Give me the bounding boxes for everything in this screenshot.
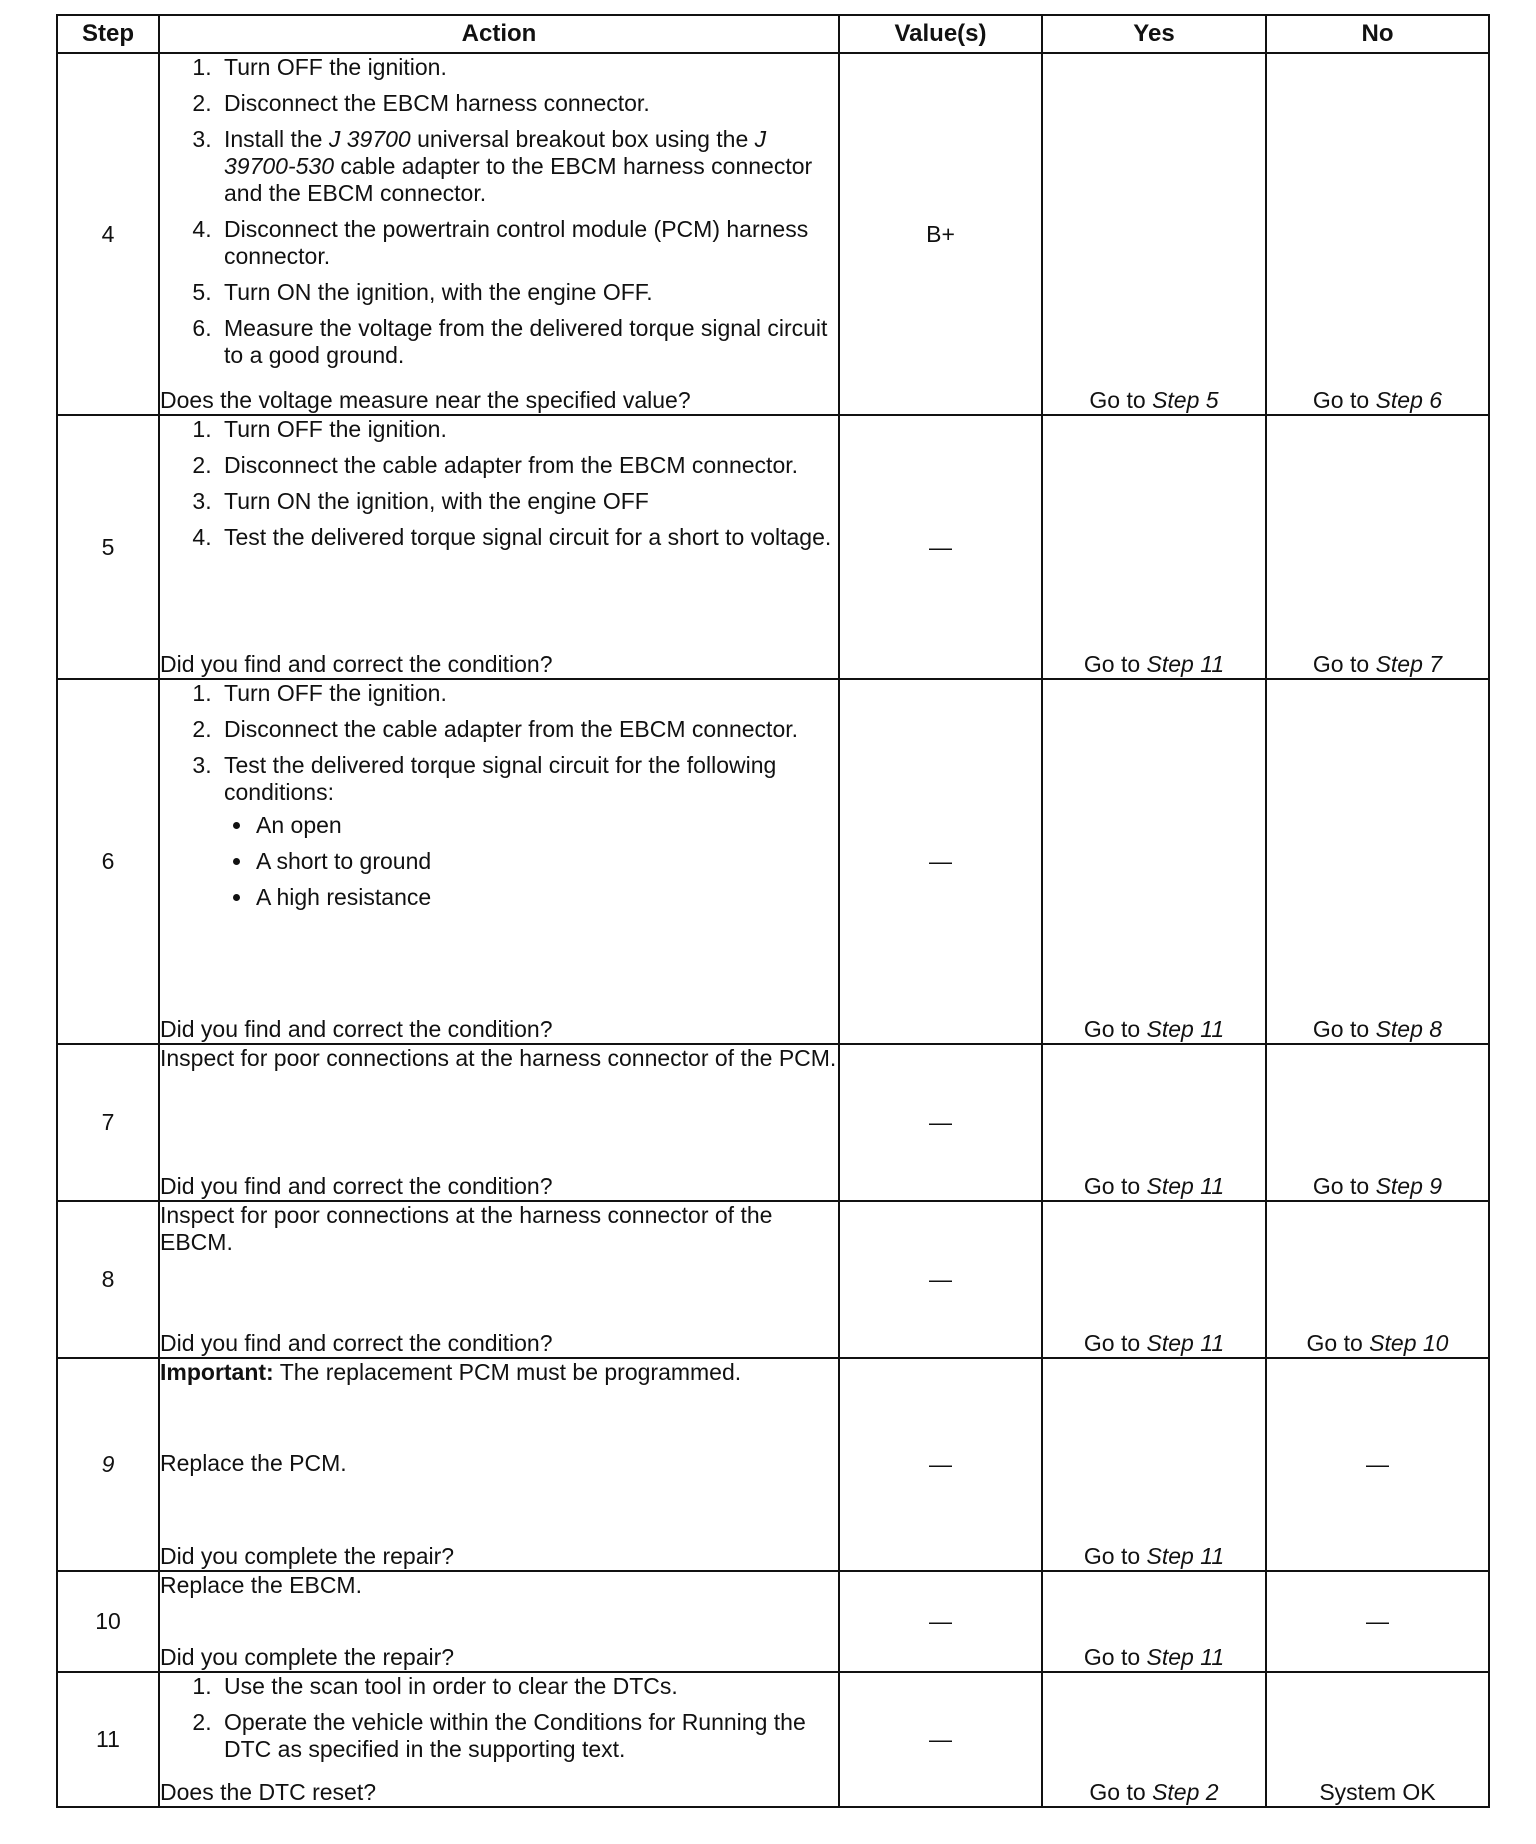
list-item: 5. Turn ON the ignition, with the engine OFF. xyxy=(218,279,838,306)
yes-cell: Go to Step 2 xyxy=(1042,1672,1266,1807)
step-number: 8 xyxy=(57,1201,159,1358)
yes-cell: Go to Step 11 xyxy=(1042,1571,1266,1672)
list-item: • A high resistance xyxy=(254,884,838,911)
step-link[interactable]: Step 8 xyxy=(1375,1016,1443,1042)
question: Did you find and correct the condition? xyxy=(160,651,553,677)
no-cell: System OK xyxy=(1266,1672,1489,1807)
question: Does the DTC reset? xyxy=(160,1779,377,1805)
header-no: No xyxy=(1266,15,1489,53)
value-cell: — xyxy=(839,1672,1042,1807)
question: Did you find and correct the condition? xyxy=(160,1016,553,1042)
no-cell: — xyxy=(1266,1571,1489,1672)
value-cell: B+ xyxy=(839,53,1042,415)
table-row xyxy=(57,1044,1489,1201)
step-number: 10 xyxy=(57,1571,159,1672)
step-link[interactable]: Step 11 xyxy=(1146,1330,1225,1356)
list-item: 1. Use the scan tool in order to clear the DTCs. xyxy=(218,1673,838,1700)
question: Did you find and correct the condition? xyxy=(160,1173,553,1199)
step-link[interactable]: Step 10 xyxy=(1369,1330,1449,1356)
action-cell xyxy=(159,1571,839,1672)
action-cell xyxy=(159,53,839,415)
value-cell: — xyxy=(839,1044,1042,1201)
table-row xyxy=(57,415,1489,679)
step-number: 9 xyxy=(57,1358,159,1571)
yes-cell: Go to Step 11 xyxy=(1042,679,1266,1044)
list-item: • An open xyxy=(254,812,838,839)
action-text: Inspect for poor connections at the harness connector of the PCM. xyxy=(160,1045,837,1071)
table-row xyxy=(57,679,1489,1044)
action-cell xyxy=(159,679,839,1044)
question: Did you complete the repair? xyxy=(160,1543,455,1569)
list-item: 2. Operate the vehicle within the Conditions for Running the DTC as specified in the supporting text. xyxy=(218,1709,838,1763)
action-list xyxy=(160,1673,838,1767)
action-text: Replace the EBCM. xyxy=(160,1572,362,1598)
value-cell: — xyxy=(839,1571,1042,1672)
action-cell xyxy=(159,1201,839,1358)
action-text: Replace the PCM. xyxy=(160,1450,347,1476)
header-step: Step xyxy=(57,15,159,53)
header-action: Action xyxy=(159,15,839,53)
action-list xyxy=(160,54,838,373)
question: Did you complete the repair? xyxy=(160,1644,455,1670)
list-item: 4. Test the delivered torque signal circuit for a short to voltage. xyxy=(218,524,838,551)
step-link[interactable]: Step 7 xyxy=(1375,651,1443,677)
no-cell: Go to Step 8 xyxy=(1266,679,1489,1044)
step-link[interactable]: Step 5 xyxy=(1152,387,1219,413)
important-label: Important: xyxy=(160,1359,274,1385)
diagnostic-table xyxy=(56,14,1490,1808)
question: Did you find and correct the condition? xyxy=(160,1330,553,1356)
list-item: 6. Measure the voltage from the delivered torque signal circuit to a good ground. xyxy=(218,315,838,369)
yes-cell: Go to Step 11 xyxy=(1042,415,1266,679)
action-cell xyxy=(159,1358,839,1571)
step-link[interactable]: Step 11 xyxy=(1146,1644,1225,1670)
action-text: Inspect for poor connections at the harness connector of the EBCM. xyxy=(160,1202,773,1255)
action-cell xyxy=(159,415,839,679)
value-cell: — xyxy=(839,679,1042,1044)
question: Does the voltage measure near the specified value? xyxy=(160,387,691,413)
list-item: 2. Disconnect the cable adapter from the EBCM connector. xyxy=(218,452,838,479)
value-cell: — xyxy=(839,1358,1042,1571)
list-item: 1. Turn OFF the ignition. xyxy=(218,416,838,443)
step-link[interactable]: Step 11 xyxy=(1146,1173,1225,1199)
step-link[interactable]: Step 11 xyxy=(1146,1016,1225,1042)
table-row xyxy=(57,1571,1489,1672)
no-cell: Go to Step 6 xyxy=(1266,53,1489,415)
action-list xyxy=(160,416,838,555)
list-item: 3. Test the delivered torque signal circuit for the following conditions: • An open • A short to ground • A high resistance xyxy=(218,752,838,911)
value-cell: — xyxy=(839,1201,1042,1358)
header-values: Value(s) xyxy=(839,15,1042,53)
step-number: 4 xyxy=(57,53,159,415)
action-list xyxy=(160,680,838,915)
yes-cell: Go to Step 11 xyxy=(1042,1358,1266,1571)
no-cell: Go to Step 7 xyxy=(1266,415,1489,679)
no-cell: — xyxy=(1266,1358,1489,1571)
step-number: 11 xyxy=(57,1672,159,1807)
value-cell: — xyxy=(839,415,1042,679)
list-item: 3. Install the J 39700 universal breakout box using the J 39700-530 cable adapter to the EBCM harness connector and the EBCM connector. xyxy=(218,126,838,207)
yes-cell: Go to Step 11 xyxy=(1042,1044,1266,1201)
action-cell xyxy=(159,1044,839,1201)
table-row xyxy=(57,1672,1489,1807)
list-item: 1. Turn OFF the ignition. xyxy=(218,54,838,81)
yes-cell: Go to Step 5 xyxy=(1042,53,1266,415)
tool-number: J 39700 xyxy=(328,126,411,152)
table-row xyxy=(57,1358,1489,1571)
list-item: 3. Turn ON the ignition, with the engine OFF xyxy=(218,488,838,515)
tool-number: J 39700-530 xyxy=(224,126,767,179)
yes-cell: Go to Step 11 xyxy=(1042,1201,1266,1358)
step-link[interactable]: Step 11 xyxy=(1146,651,1225,677)
no-cell: Go to Step 9 xyxy=(1266,1044,1489,1201)
list-item: • A short to ground xyxy=(254,848,838,875)
step-link[interactable]: Step 2 xyxy=(1152,1779,1219,1805)
list-item: 2. Disconnect the EBCM harness connector. xyxy=(218,90,838,117)
important-note: Important: The replacement PCM must be programmed. xyxy=(160,1359,742,1385)
list-item: 1. Turn OFF the ignition. xyxy=(218,680,838,707)
table-row xyxy=(57,1201,1489,1358)
step-link[interactable]: Step 11 xyxy=(1146,1543,1225,1569)
list-item: 2. Disconnect the cable adapter from the EBCM connector. xyxy=(218,716,838,743)
step-number: 7 xyxy=(57,1044,159,1201)
header-yes: Yes xyxy=(1042,15,1266,53)
step-number: 6 xyxy=(57,679,159,1044)
step-link[interactable]: Step 6 xyxy=(1375,387,1443,413)
header-row xyxy=(57,15,1489,53)
list-item: 4. Disconnect the powertrain control module (PCM) harness connector. xyxy=(218,216,838,270)
table-row xyxy=(57,53,1489,415)
step-link[interactable]: Step 9 xyxy=(1375,1173,1443,1199)
action-cell xyxy=(159,1672,839,1807)
condition-list xyxy=(224,812,838,911)
no-cell: Go to Step 10 xyxy=(1266,1201,1489,1358)
step-number: 5 xyxy=(57,415,159,679)
